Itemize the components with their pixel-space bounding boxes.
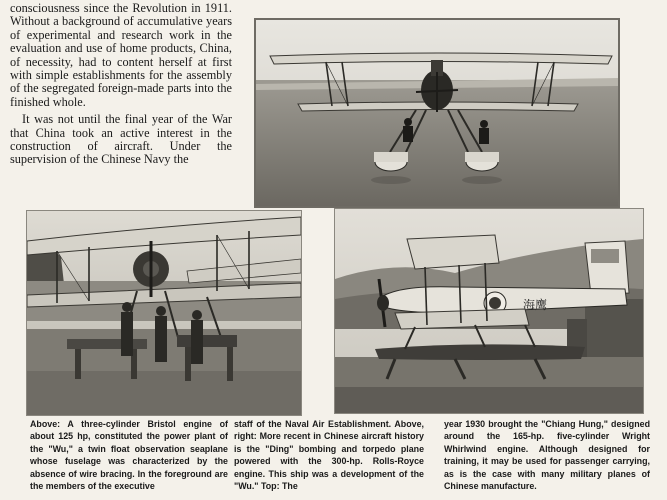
- caption-column-2: staff of the Naval Air Establishment. Above, right: More recent in Chinese aircraft history is the "Ding" bombing and torpedo plane powered with the 300-hp. Rolls-Royce engine. This ship was a development of the "Wu." Top: The: [234, 419, 424, 492]
- photo-chiang-hung-seaplane: [254, 18, 620, 208]
- photo-wu-seaplane: [26, 210, 302, 416]
- photo-ding-torpedo-plane: [334, 208, 644, 414]
- intro-paragraph-2: It was not until the final year of the War that China took an active interest in the construction of aircraft. Under the supervision of the Chinese Navy the: [10, 112, 232, 167]
- caption-column-3: year 1930 brought the "Chiang Hung," designed around the 165-hp. five-cylinder Wright Whirlwind engine. Although designed for training, it may be used for passenger carrying, as is the case with many military planes of Chinese manufacture.: [444, 419, 650, 492]
- caption-column-1: Above: A three-cylinder Bristol engine of about 125 hp, constituted the power plant of the "Wu," a twin float observation seaplane whose fuselage was characterized by the absence of wire bracing. In the foreground are the members of the executive: [30, 419, 228, 492]
- fuselage-marking: 海鹰: [523, 298, 548, 312]
- intro-text: [10, 2, 232, 167]
- intro-paragraph-1: consciousness since the Revolution in 1911. Without a background of accumulative years of experimental and research work in the evaluation and use of home products, China, of necessity, had to content herself at first with simple establishments for the assembly of the segregated foreign-made parts into the finished whole.: [10, 1, 232, 109]
